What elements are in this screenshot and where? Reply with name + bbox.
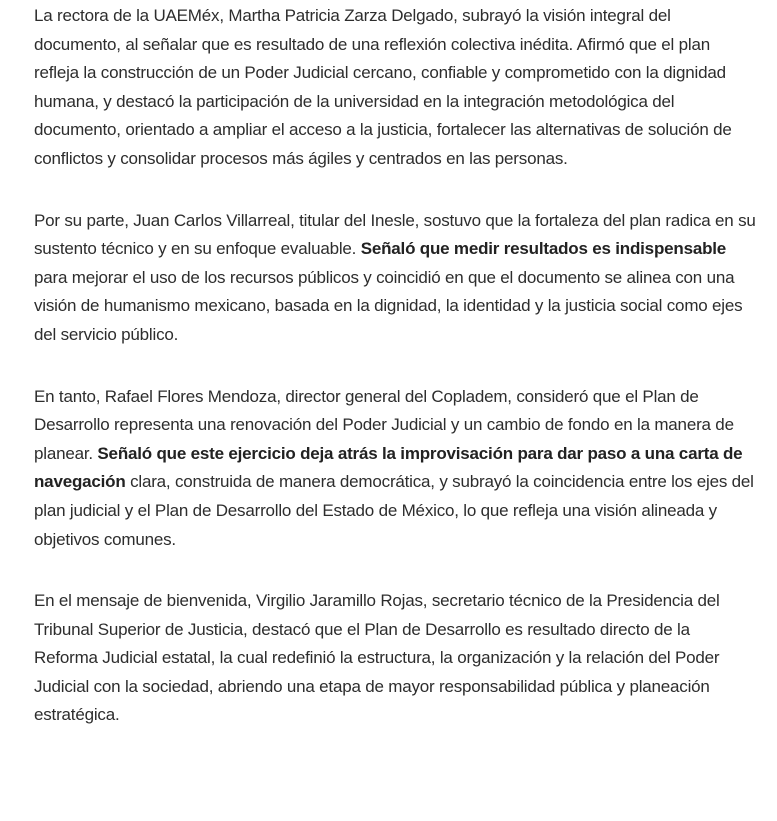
text-run: La rectora de la UAEMéx, Martha Patricia Zarza Delgado, subrayó la visión integral del documento, al señalar que es resultado de una reflexión colectiva inédita. Afirmó que el plan refleja la construcción de un Poder Judicial cercano, confiable y comprometido con la dignidad humana, y destacó la participación de la universidad en la integración metodológica del documento, orientado a ampliar el acceso a la justicia, fortalecer las alternativas de solución de conflictos y consolidar procesos más ágiles y centrados en las personas. [34, 6, 732, 168]
paragraph [34, 587, 757, 730]
bold-text-run: Señaló que medir resultados es indispensable [360, 239, 727, 259]
paragraph [34, 2, 757, 174]
bold-text-run: Señaló que este ejercicio deja atrás la improvisación para dar paso a una carta de navegación [34, 443, 743, 492]
paragraph [34, 207, 757, 350]
text-run: En el mensaje de bienvenida, Virgilio Jaramillo Rojas, secretario técnico de la Presidencia del Tribunal Superior de Justicia, destacó que el Plan de Desarrollo es resultado directo de la Reforma Judicial estatal, la cual redefinió la estructura, la organización y la relación del Poder Judicial con la sociedad, abriendo una etapa de mayor responsabilidad pública y planeación estratégica. [34, 591, 720, 725]
text-run: para mejorar el uso de los recursos públicos y coincidió en que el documento se alinea con una visión de humanismo mexicano, basada en la dignidad, la identidad y la justicia social como ejes del servicio público. [34, 267, 743, 344]
text-run: En tanto, Rafael Flores Mendoza, director general del Copladem, consideró que el Plan de Desarrollo representa una renovación del Poder Judicial y un cambio de fondo en la manera de planear. [34, 386, 734, 463]
paragraph [34, 383, 757, 555]
text-run: clara, construida de manera democrática, y subrayó la coincidencia entre los ejes del plan judicial y el Plan de Desarrollo del Estado de México, lo que refleja una visión alineada y objetivos comunes. [34, 472, 754, 549]
text-run: Por su parte, Juan Carlos Villarreal, titular del Inesle, sostuvo que la fortaleza del plan radica en su sustento técnico y en su enfoque evaluable. [34, 210, 756, 259]
